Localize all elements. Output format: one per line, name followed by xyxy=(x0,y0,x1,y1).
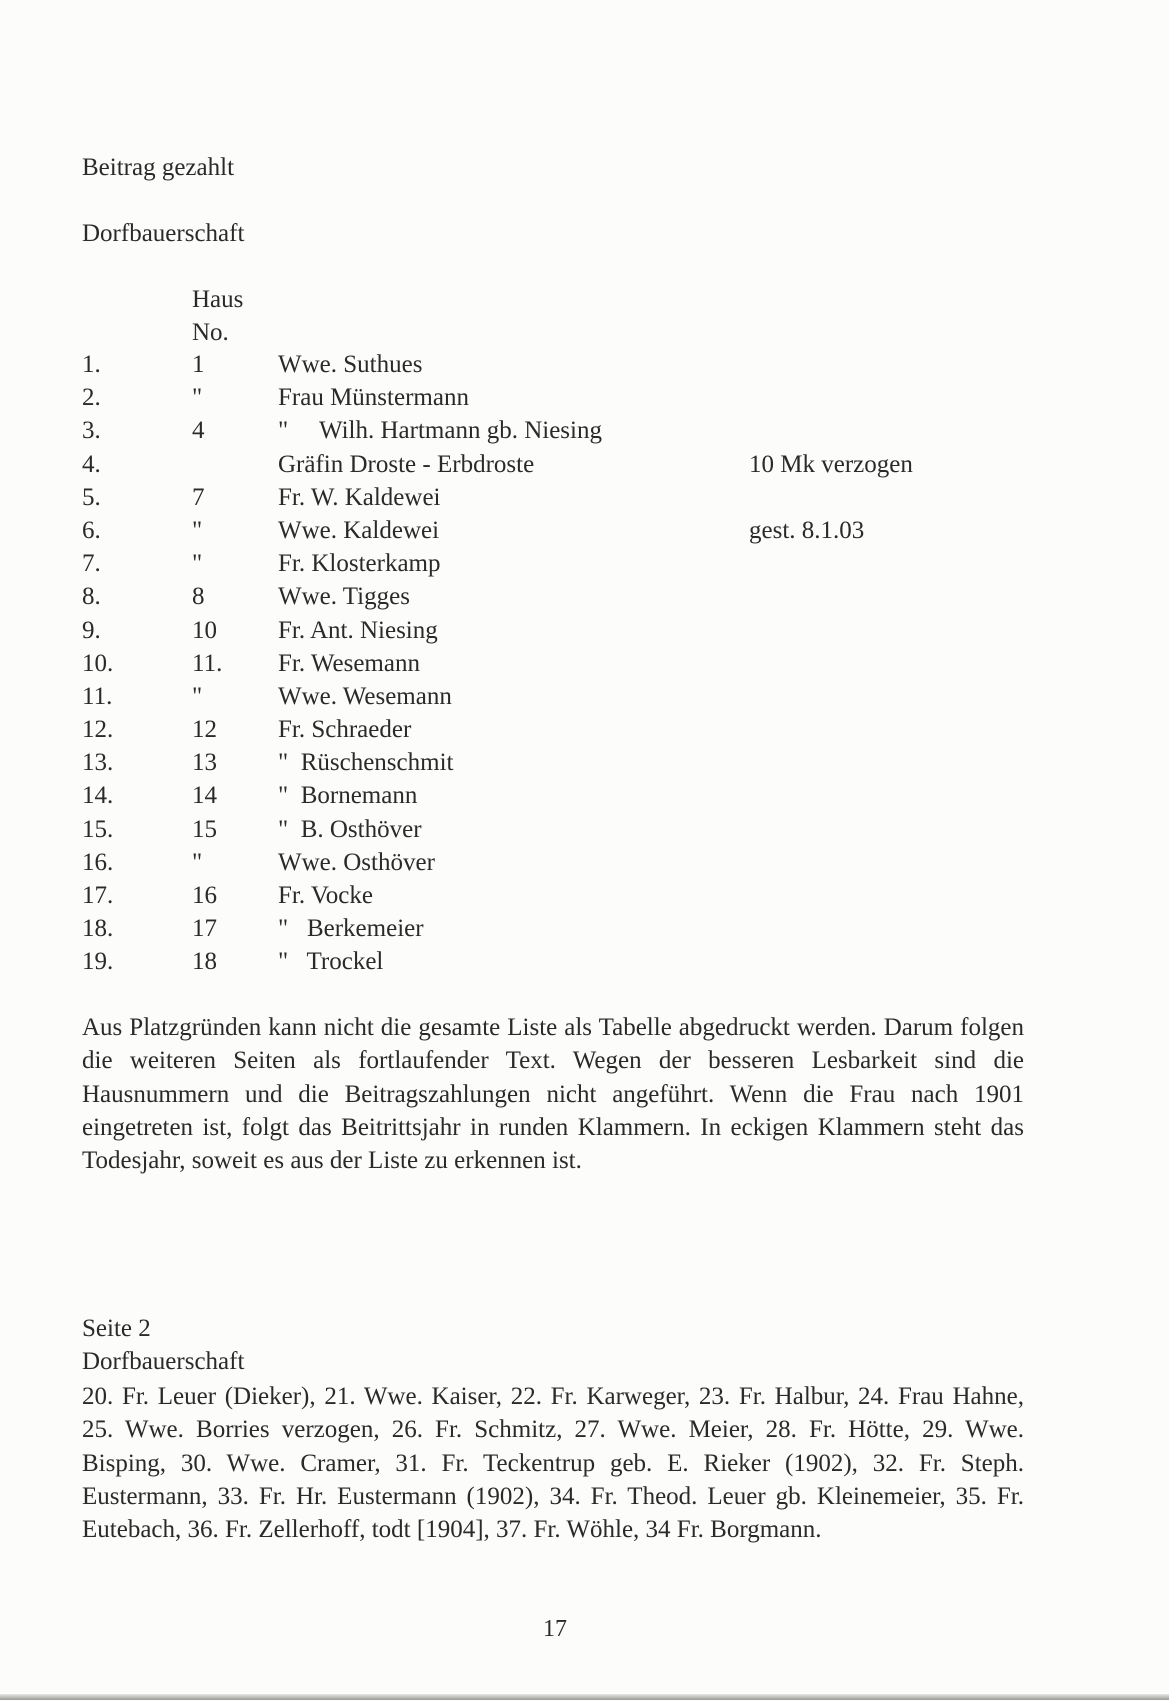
row-number: 19. xyxy=(82,948,114,976)
row-number: 15. xyxy=(82,815,114,843)
table-header-haus: Haus xyxy=(192,286,244,313)
table-header-no: No. xyxy=(192,319,229,346)
member-name: Wwe. Tigges xyxy=(278,583,410,611)
house-number: " xyxy=(192,384,203,412)
house-number: 12 xyxy=(192,716,217,744)
row-number: 1. xyxy=(82,351,101,378)
page2-section-heading: Dorfbauerschaft xyxy=(82,1348,245,1375)
row-number: 12. xyxy=(82,716,114,744)
house-number: 11. xyxy=(192,649,223,677)
member-name: Wwe. Wesemann xyxy=(278,682,452,710)
member-name: Wwe. Suthues xyxy=(278,351,423,378)
page-number: 17 xyxy=(543,1616,567,1642)
row-number: 4. xyxy=(82,450,101,478)
member-name: " Bornemann xyxy=(278,782,418,810)
explanation-paragraph: Aus Platzgründen kann nicht die gesamte Liste als Tabelle abgedruckt werden. Darum folgen die weiteren Seiten als fortlaufender Text. Wegen der besseren Lesbarkeit sind die Hausnummern und die Beitragszahlungen nicht angeführt. Wenn die Frau nach 1901 eingetreten ist, folgt das Beitrittsjahr in runden Klammern. In eckigen Klammern steht das Todesjahr, soweit es aus der Liste zu erkennen ist. xyxy=(82,1014,1024,1175)
house-number: " xyxy=(192,682,203,710)
member-name: " B. Osthöver xyxy=(278,815,422,843)
house-number: " xyxy=(192,550,203,578)
row-number: 10. xyxy=(82,649,114,677)
row-note: gest. 8.1.03 xyxy=(749,516,865,544)
house-number: 13 xyxy=(192,749,217,777)
page2-label: Seite 2 xyxy=(82,1315,151,1342)
member-name: Wwe. Osthöver xyxy=(278,848,435,876)
member-name: Frau Münstermann xyxy=(278,384,469,412)
house-number: 1 xyxy=(192,351,205,378)
row-number: 16. xyxy=(82,848,114,876)
row-number: 5. xyxy=(82,483,101,511)
member-name: " Trockel xyxy=(278,948,384,976)
house-number: 18 xyxy=(192,948,217,976)
house-number: 10 xyxy=(192,616,217,644)
scan-edge xyxy=(0,1694,1169,1700)
member-name: Fr. Wesemann xyxy=(278,649,420,677)
row-number: 6. xyxy=(82,516,101,544)
member-name: " Berkemeier xyxy=(278,915,424,943)
house-number: 17 xyxy=(192,915,217,943)
row-number: 8. xyxy=(82,583,101,611)
house-number: " xyxy=(192,848,203,876)
house-number: 8 xyxy=(192,583,205,611)
member-name: Wwe. Kaldewei xyxy=(278,516,440,544)
house-number: 7 xyxy=(192,483,205,511)
member-name: Gräfin Droste - Erbdroste xyxy=(278,450,535,478)
section-heading: Dorfbauerschaft xyxy=(82,220,245,247)
row-number: 11. xyxy=(82,682,113,710)
member-name: Fr. Vocke xyxy=(278,882,373,909)
row-number: 17. xyxy=(82,882,114,909)
row-number: 2. xyxy=(82,384,101,412)
house-number: 4 xyxy=(192,417,205,445)
house-number: 15 xyxy=(192,815,217,843)
row-note: 10 Mk verzogen xyxy=(749,450,913,478)
page-title: Beitrag gezahlt xyxy=(82,154,235,181)
row-number: 9. xyxy=(82,616,101,644)
member-name: Fr. Ant. Niesing xyxy=(278,616,438,644)
member-name: Fr. Klosterkamp xyxy=(278,550,441,578)
row-number: 14. xyxy=(82,782,114,810)
member-name: Fr. Schraeder xyxy=(278,716,412,744)
member-name: " Wilh. Hartmann gb. Niesing xyxy=(278,417,602,445)
member-name: Fr. W. Kaldewei xyxy=(278,483,441,511)
member-name: " Rüschenschmit xyxy=(278,749,454,777)
row-number: 18. xyxy=(82,915,114,943)
house-number: " xyxy=(192,516,203,544)
page2-member-list: 20. Fr. Leuer (Dieker), 21. Wwe. Kaiser, 22. Fr. Karweger, 23. Fr. Halbur, 24. Frau Hahne, 25. Wwe. Borries verzogen, 26. Fr. Schmitz, 27. Wwe. Meier, 28. Fr. Hötte, 29. Wwe. Bisping, 30. Wwe. Cramer, 31. Fr. Teckentrup geb. E. Rieker (1902), 32. Fr. Steph. Eustermann, 33. Fr. Hr. Eustermann (1902), 34. Fr. Theod. Leuer gb. Kleinemeier, 35. Fr. Eutebach, 36. Fr. Zellerhoff, todt [1904], 37. Fr. Wöhle, 34 Fr. Borgmann. xyxy=(82,1383,1024,1544)
row-number: 7. xyxy=(82,550,101,578)
row-number: 13. xyxy=(82,749,114,777)
house-number: 16 xyxy=(192,882,217,909)
row-number: 3. xyxy=(82,417,101,445)
house-number: 14 xyxy=(192,782,217,810)
